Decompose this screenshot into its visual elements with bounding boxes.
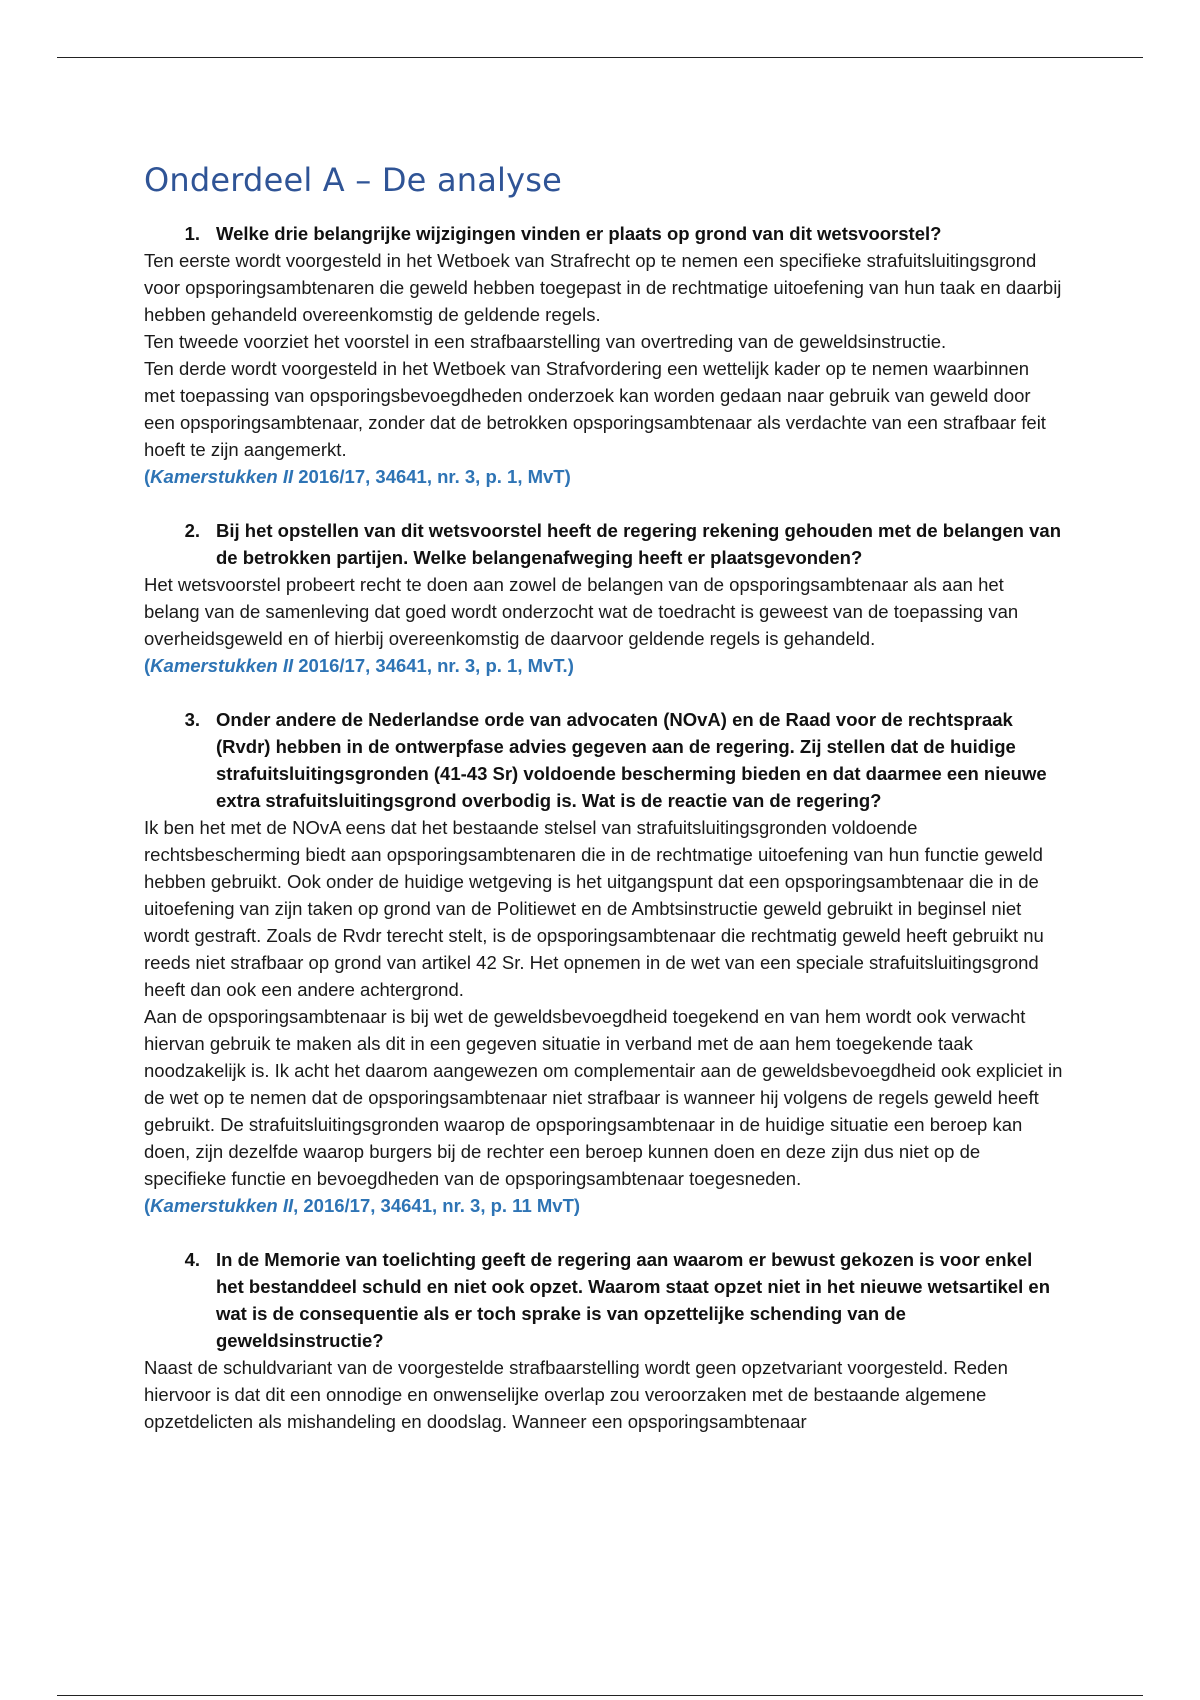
question-section-1	[144, 220, 1064, 490]
question-number: 1.	[184, 222, 200, 244]
answer-paragraph: Ten derde wordt voorgesteld in het Wetboek van Strafvordering een wettelijk kader op te nemen waarbinnen met toepassing van opsporingsbevoegdheden onderzoek kan worden gedaan naar gebruik van geweld door een opsporingsambtenaar, zonder dat de betrokken opsporingsambtenaar als verdachte van een strafbaar feit hoeft te zijn aangemerkt.	[144, 357, 1046, 460]
question-section-2	[144, 517, 1064, 679]
citation: (Kamerstukken II 2016/17, 34641, nr. 3, p. 1, MvT)	[144, 465, 571, 487]
answer-paragraph: Het wetsvoorstel probeert recht te doen aan zowel de belangen van de opsporingsambtenaar als aan het belang van de samenleving dat goed wordt onderzocht wat de toedracht is geweest van de toepassing van overheidsgeweld en of hierbij overeenkomstig de daarvoor geldende regels is gehandeld.	[144, 573, 1019, 649]
question-number: 4.	[184, 1248, 200, 1270]
question-text: In de Memorie van toelichting geeft de regering aan waarom er bewust gekozen is voor enkel het bestanddeel schuld en niet ook opzet. Waarom staat opzet niet in het nieuwe wetsartikel en wat is de consequentie als er toch sprake is van opzettelijke schending van de geweldsinstructie?	[216, 1248, 1051, 1351]
question-number: 2.	[184, 519, 200, 541]
citation: (Kamerstukken II 2016/17, 34641, nr. 3, p. 1, MvT.)	[144, 654, 574, 676]
question-1	[144, 220, 1064, 247]
question-text: Onder andere de Nederlandse orde van advocaten (NOvA) en de Raad voor de rechtspraak (Rvdr) hebben in de ontwerpfase advies gegeven aan de regering. Zij stellen dat de huidige strafuitsluitingsgronden (41-43 Sr) voldoende bescherming bieden en dat daarmee een nieuwe extra strafuitsluitingsgrond overbodig is. Wat is de reactie van de regering?	[216, 708, 1047, 811]
document-page	[144, 160, 1064, 1435]
question-section-4	[144, 1246, 1064, 1435]
footer-rule	[57, 1695, 1143, 1696]
question-number: 3.	[184, 708, 200, 730]
answer-paragraph: Naast de schuldvariant van de voorgestelde strafbaarstelling wordt geen opzetvariant voorgesteld. Reden hiervoor is dat dit een onnodige en onwenselijke overlap zou veroorzaken met de bestaande algemene opzetdelicten als mishandeling en doodslag. Wanneer een opsporingsambtenaar	[144, 1356, 1008, 1432]
answer-paragraph: Ik ben het met de NOvA eens dat het bestaande stelsel van strafuitsluitingsgronden voldoende rechtsbescherming biedt aan opsporingsambtenaren die in de rechtmatige uitoefening van hun functie geweld hebben gebruikt. Ook onder de huidige wetgeving is het uitgangspunt dat een opsporingsambtenaar die in de uitoefening van zijn taken op grond van de Politiewet en de Ambtsinstructie geweld gebruikt in beginsel niet wordt gestraft. Zoals de Rvdr terecht stelt, is de opsporingsambtenaar die rechtmatig geweld heeft gebruikt nu reeds niet strafbaar op grond van artikel 42 Sr. Het opnemen in de wet van een speciale strafuitsluitingsgrond heeft dan ook een andere achtergrond.	[144, 816, 1044, 1000]
question-text: Welke drie belangrijke wijzigingen vinden er plaats op grond van dit wetsvoorstel?	[216, 222, 942, 244]
answer-paragraph: Ten tweede voorziet het voorstel in een strafbaarstelling van overtreding van de geweldsinstructie.	[144, 330, 947, 352]
question-2	[144, 517, 1064, 571]
answer-paragraph: Aan de opsporingsambtenaar is bij wet de geweldsbevoegdheid toegekend en van hem wordt ook verwacht hiervan gebruik te maken als dit in een gegeven situatie in verband met de aan hem toegekende taak noodzakelijk is. Ik acht het daarom aangewezen om complementair aan de geweldsbevoegdheid ook expliciet in de wet op te nemen dat de opsporingsambtenaar niet strafbaar is wanneer hij volgens de regels geweld heeft gebruikt. De strafuitsluitingsgronden waarop de opsporingsambtenaar in de huidige situatie een beroep kan doen, zijn dezelfde waarop burgers bij de rechter een beroep kunnen doen en deze zijn dus niet op de specifieke functie en bevoegdheden van de opsporingsambtenaar toegesneden.	[144, 1005, 1063, 1189]
question-3	[144, 706, 1064, 814]
question-4	[144, 1246, 1064, 1354]
citation: (Kamerstukken II, 2016/17, 34641, nr. 3, p. 11 MvT)	[144, 1194, 581, 1216]
question-section-3	[144, 706, 1064, 1219]
question-text: Bij het opstellen van dit wetsvoorstel heeft de regering rekening gehouden met de belangen van de betrokken partijen. Welke belangenafweging heeft er plaatsgevonden?	[216, 519, 1062, 568]
answer-paragraph: Ten eerste wordt voorgesteld in het Wetboek van Strafrecht op te nemen een specifieke strafuitsluitingsgrond voor opsporingsambtenaren die geweld hebben toegepast in de rechtmatige uitoefening van hun taak en daarbij hebben gehandeld overeenkomstig de geldende regels.	[144, 249, 1062, 325]
page-title: Onderdeel A – De analyse	[144, 161, 563, 199]
header-rule	[57, 57, 1143, 58]
